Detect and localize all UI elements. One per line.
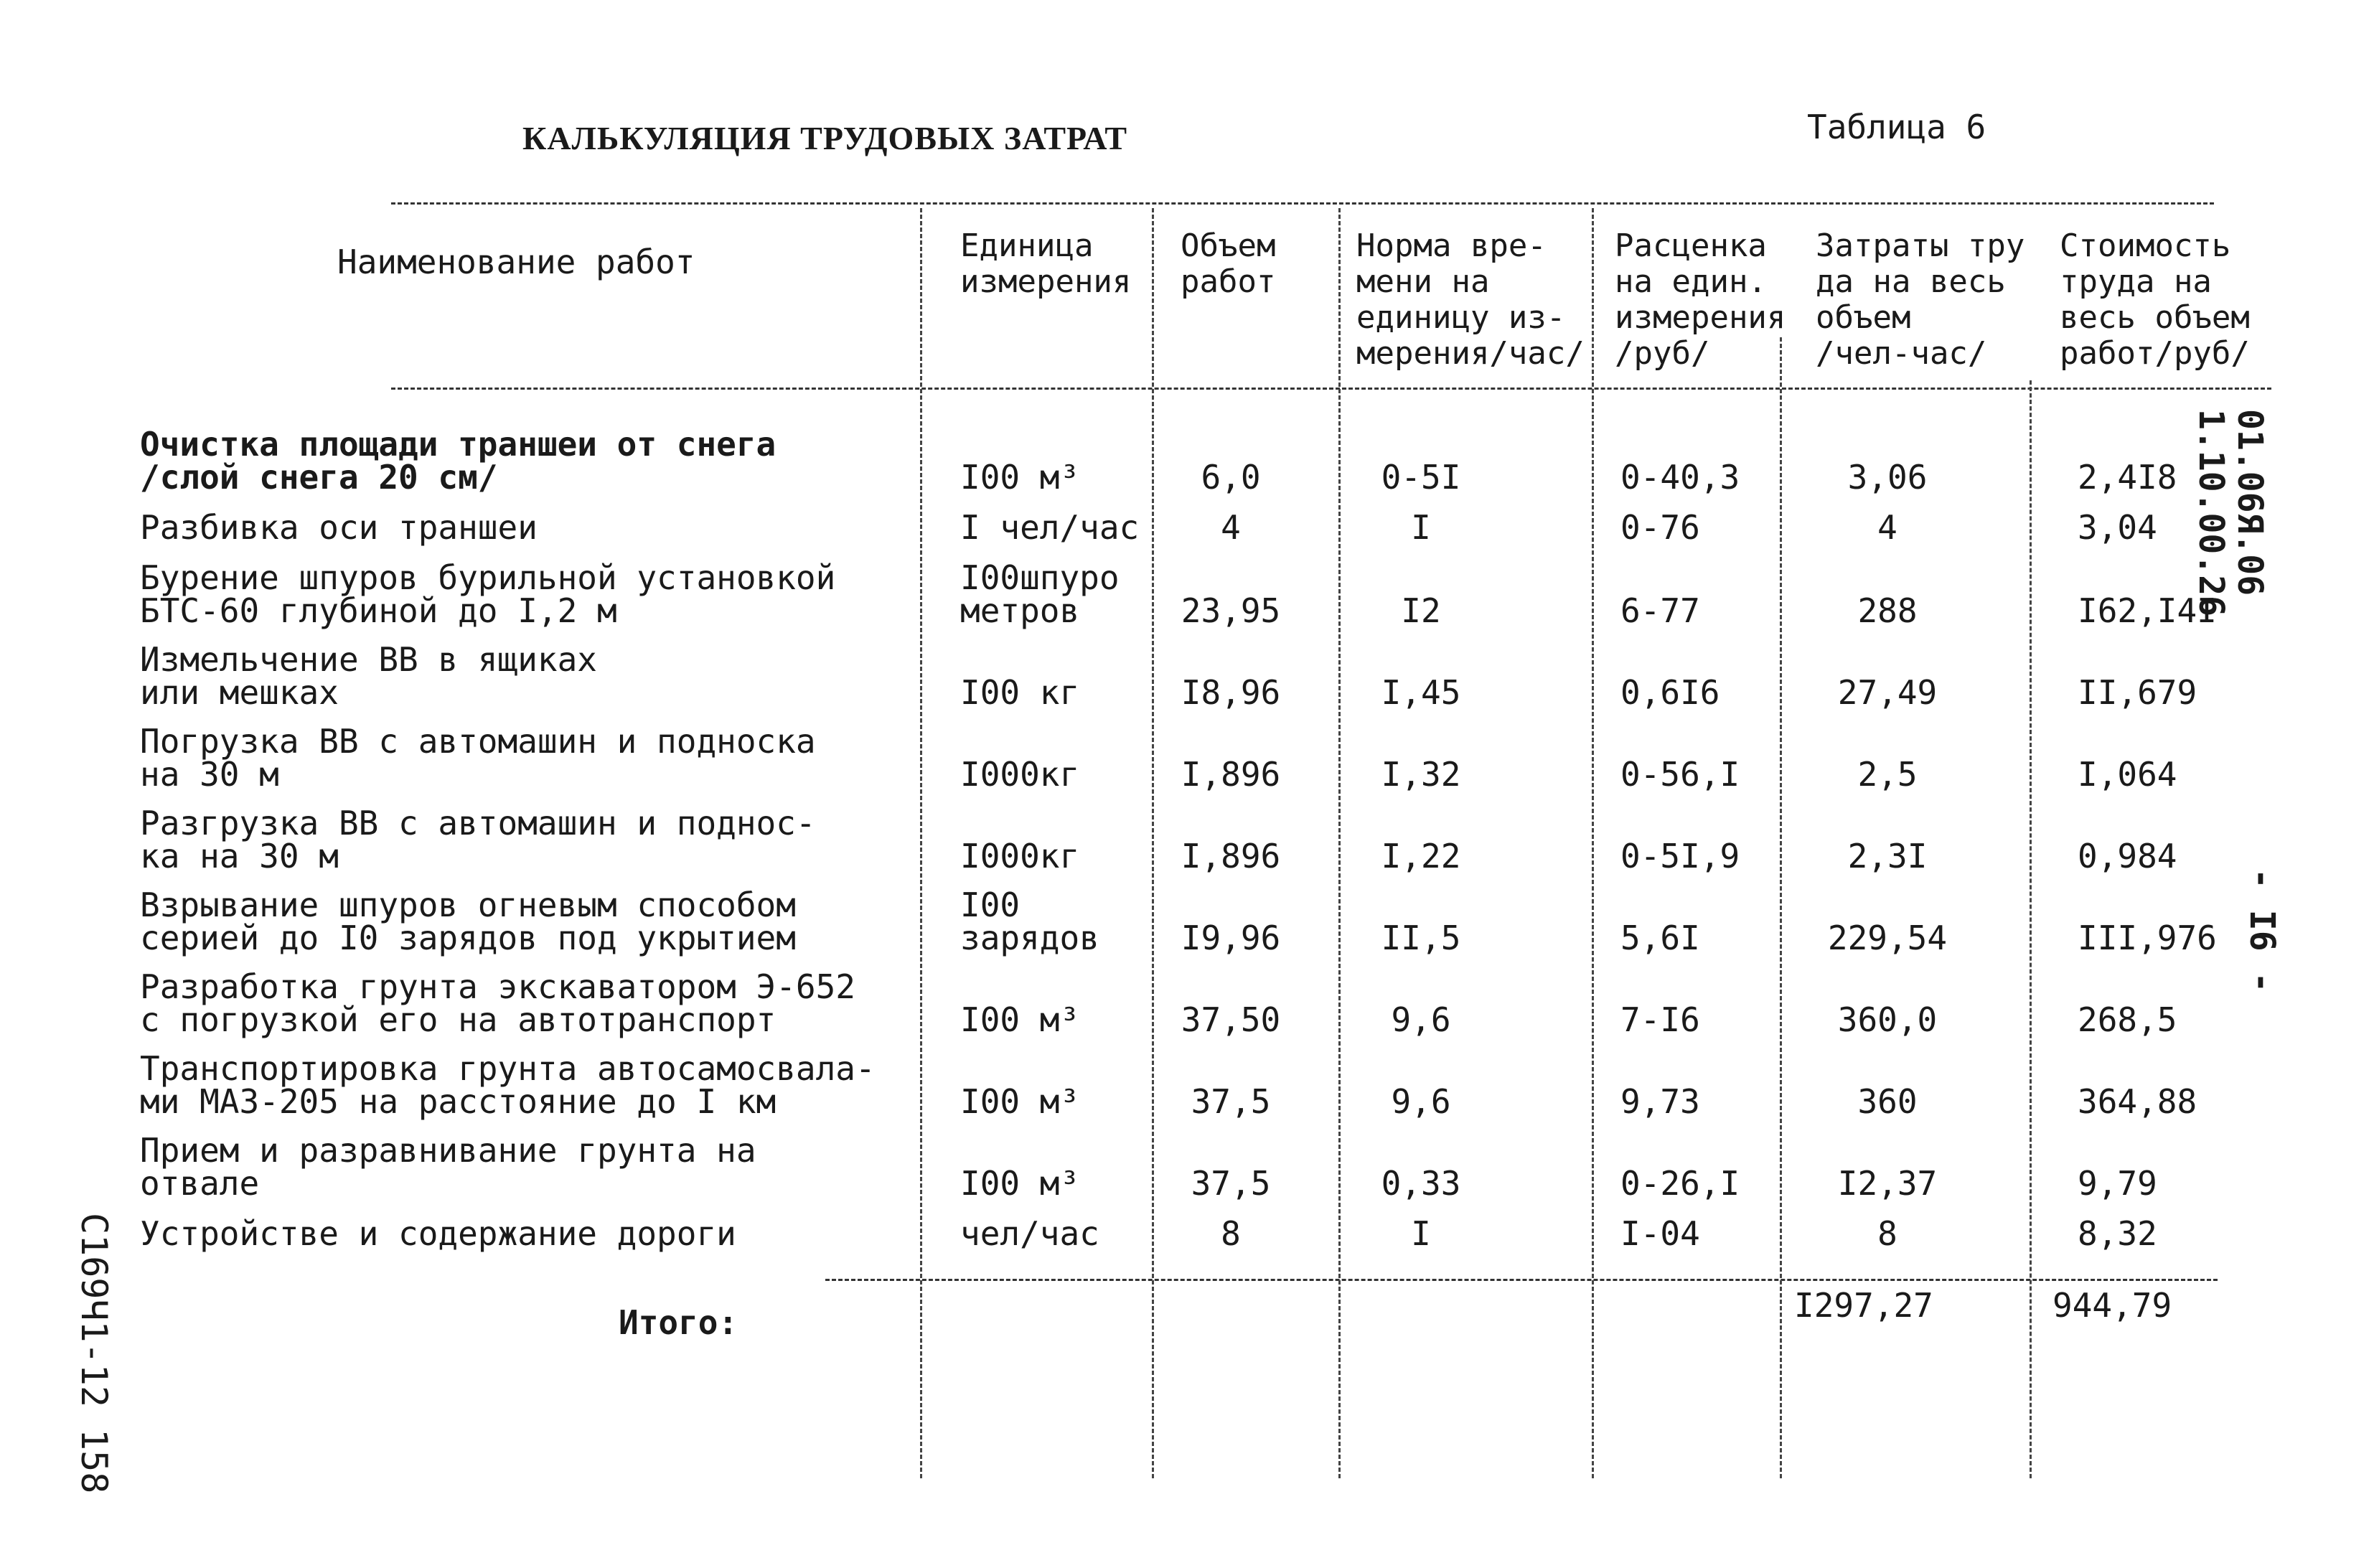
row-11-norm: I — [1411, 1214, 1431, 1253]
row-5-norm: I,32 — [1381, 755, 1461, 794]
row-7-norm: II,5 — [1381, 919, 1461, 957]
row-11-cost: 8,32 — [2078, 1214, 2157, 1253]
row-7-rate: 5,6I — [1620, 919, 1700, 957]
row-9-volume: 37,5 — [1191, 1082, 1271, 1121]
row-7-cost: III,976 — [2078, 919, 2217, 957]
header-rate: Расценка на един. измерения /руб/ — [1615, 227, 1786, 372]
row-6-unit: I000кг — [960, 837, 1080, 875]
total-labor: I297,27 — [1794, 1286, 1933, 1325]
row-8-labor: 360,0 — [1837, 1000, 1938, 1039]
row-3-rate: 6-77 — [1620, 591, 1700, 630]
row-3-cost: I62,I4I — [2078, 591, 2217, 630]
row-10-labor: I2,37 — [1837, 1164, 1938, 1203]
col-divider-labor — [1780, 337, 1782, 1478]
row-4-rate: 0,6I6 — [1620, 673, 1720, 712]
row-1-rate: 0-40,3 — [1620, 458, 1740, 497]
row-3-name: Бурение шпуров бурильной установкой БТС-60 глубиной до I,2 м — [140, 558, 836, 630]
row-1-volume: 6,0 — [1201, 458, 1261, 497]
row-2-name: Разбивка оси траншеи — [140, 508, 538, 547]
row-9-cost: 364,88 — [2078, 1082, 2197, 1121]
document-title: КАЛЬКУЛЯЦИЯ ТРУДОВЫХ ЗАТРАТ — [522, 120, 1128, 156]
row-4-labor: 27,49 — [1837, 673, 1938, 712]
row-5-volume: I,896 — [1181, 755, 1281, 794]
row-8-norm: 9,6 — [1391, 1000, 1451, 1039]
row-8-unit: I00 м³ — [960, 1000, 1080, 1039]
row-4-volume: I8,96 — [1181, 673, 1281, 712]
margin-album-code: С169Ч1-12 158 — [73, 1213, 115, 1494]
row-3-labor: 288 — [1857, 591, 1918, 630]
header-bottom-rule — [391, 388, 2271, 390]
margin-doc-code: 01.06Я.06 1.10.00.26 — [2191, 409, 2270, 616]
header-unit: Единица измерения — [960, 227, 1132, 300]
row-9-unit: I00 м³ — [960, 1082, 1080, 1121]
row-4-norm: I,45 — [1381, 673, 1461, 712]
row-2-labor: 4 — [1877, 508, 1897, 547]
row-6-name: Разгрузка ВВ с автомашин и поднос- ка на 30 м — [140, 804, 816, 875]
row-10-norm: 0,33 — [1381, 1164, 1461, 1203]
row-8-volume: 37,50 — [1181, 1000, 1281, 1039]
row-3-volume: 23,95 — [1181, 591, 1281, 630]
col-divider-unit — [920, 208, 922, 1478]
table-top-rule — [391, 202, 2214, 205]
row-6-rate: 0-5I,9 — [1620, 837, 1740, 875]
row-1-norm: 0-5I — [1381, 458, 1461, 497]
row-2-norm: I — [1411, 508, 1431, 547]
row-11-rate: I-04 — [1620, 1214, 1700, 1253]
total-rule — [825, 1279, 2218, 1281]
row-2-cost: 3,04 — [2078, 508, 2157, 547]
header-labor: Затраты тру да на весь объем /чел-час/ — [1816, 227, 2025, 372]
row-5-unit: I000кг — [960, 755, 1080, 794]
row-9-norm: 9,6 — [1391, 1082, 1451, 1121]
row-6-cost: 0,984 — [2078, 837, 2177, 875]
row-8-name: Разработка грунта экскаватором Э-652 с погрузкой его на автотранспорт — [140, 967, 855, 1039]
header-name: Наименование работ — [337, 243, 695, 281]
row-2-rate: 0-76 — [1620, 508, 1700, 547]
row-6-norm: I,22 — [1381, 837, 1461, 875]
row-1-labor: 3,06 — [1847, 458, 1928, 497]
row-9-name: Транспортировка грунта автосамосвала- ми МАЗ-205 на расстояние до I км — [140, 1049, 876, 1121]
row-3-unit: I00шпуро метров — [960, 558, 1120, 630]
row-4-cost: II,679 — [2078, 673, 2197, 712]
row-10-cost: 9,79 — [2078, 1164, 2157, 1203]
margin-page-number: - I6 - — [2242, 868, 2282, 993]
header-norm: Норма вре- мени на единицу из- мерения/час/ — [1356, 227, 1585, 372]
row-8-rate: 7-I6 — [1620, 1000, 1700, 1039]
total-label: Итого: — [619, 1303, 738, 1342]
row-11-name: Устройстве и содержание дороги — [140, 1214, 736, 1253]
row-7-volume: I9,96 — [1181, 919, 1281, 957]
table-label: Таблица 6 — [1807, 108, 1986, 146]
col-divider-rate — [1592, 208, 1594, 1478]
row-10-volume: 37,5 — [1191, 1164, 1271, 1203]
row-5-labor: 2,5 — [1857, 755, 1918, 794]
row-7-name: Взрывание шпуров огневым способом серией до I0 зарядов под укрытием — [140, 886, 796, 957]
row-7-labor: 229,54 — [1827, 919, 1948, 957]
row-1-name: Очистка площади траншеи от снега /слой снега 20 см/ — [140, 425, 777, 497]
row-4-unit: I00 кг — [960, 673, 1080, 712]
row-4-name: Измельчение ВВ в ящиках или мешках — [140, 640, 597, 712]
row-3-norm: I2 — [1401, 591, 1441, 630]
row-6-labor: 2,3I — [1847, 837, 1928, 875]
row-10-unit: I00 м³ — [960, 1164, 1080, 1203]
row-11-labor: 8 — [1877, 1214, 1897, 1253]
row-5-cost: I,064 — [2078, 755, 2177, 794]
header-volume: Объем работ — [1181, 227, 1276, 300]
row-6-volume: I,896 — [1181, 837, 1281, 875]
row-2-volume: 4 — [1221, 508, 1241, 547]
header-cost: Стоимость труда на весь объем работ/руб/ — [2060, 227, 2250, 372]
row-1-cost: 2,4I8 — [2078, 458, 2177, 497]
row-10-rate: 0-26,I — [1620, 1164, 1740, 1203]
row-11-volume: 8 — [1221, 1214, 1241, 1253]
row-10-name: Прием и разравнивание грунта на отвале — [140, 1131, 756, 1203]
row-1-unit: I00 м³ — [960, 458, 1080, 497]
row-9-labor: 360 — [1857, 1082, 1918, 1121]
row-5-rate: 0-56,I — [1620, 755, 1740, 794]
row-9-rate: 9,73 — [1620, 1082, 1700, 1121]
row-7-unit: I00 зарядов — [960, 886, 1099, 957]
row-5-name: Погрузка ВВ с автомашин и подноска на 30 м — [140, 722, 816, 794]
row-2-unit: I чел/час — [960, 508, 1140, 547]
total-cost: 944,79 — [2052, 1286, 2172, 1325]
col-divider-cost — [2030, 380, 2032, 1478]
row-11-unit: чел/час — [960, 1214, 1099, 1253]
row-8-cost: 268,5 — [2078, 1000, 2177, 1039]
